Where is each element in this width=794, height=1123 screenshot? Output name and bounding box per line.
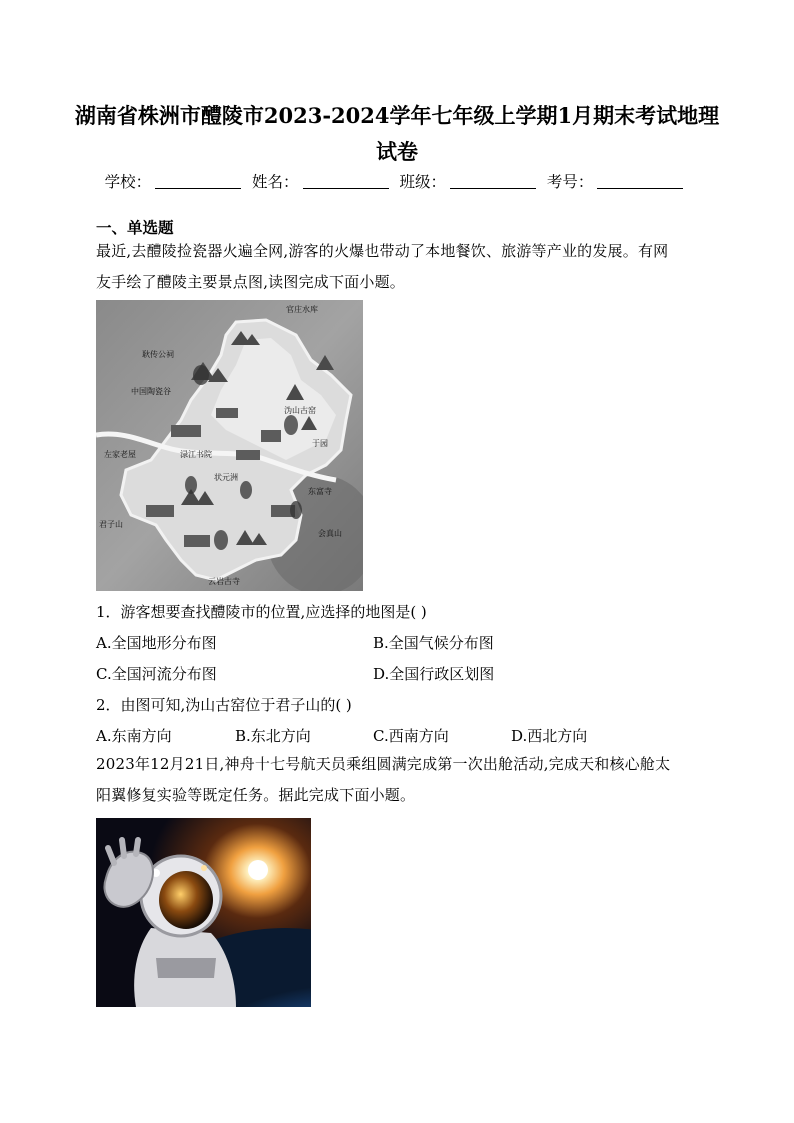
page-title [60,98,734,170]
label-zhuangyuan: 状元洲 [214,473,238,482]
q1-option-c: C.全国河流分布图 [96,665,217,683]
name-label: 姓名： [252,173,299,191]
intro-paragraph-1 [96,236,701,298]
exam-number-label: 考号： [546,173,594,191]
question-1-stem: 1．游客想要查找醴陵市的位置,应选择的地图是( ) [96,603,427,621]
label-dongfu: 东富寺 [308,487,332,496]
intro1-line-1: 最近,去醴陵捡瓷器火遍全网,游客的火爆也带动了本地餐饮、旅游等产业的发展。有网 [96,242,669,260]
label-guanzhuang: 官庄水库 [286,305,318,314]
class-label: 班级： [399,173,446,191]
intro1-line-2: 友手绘了醴陵主要景点图,读图完成下面小题。 [96,273,405,291]
school-label: 学校： [104,173,152,191]
label-weishan: 沩山古窑 [284,406,316,415]
intro-paragraph-2 [96,749,701,811]
label-lujiang: 渌江书院 [180,450,212,459]
liling-scenic-map [96,300,363,591]
label-qumao: 耿传公祠 [142,350,174,359]
name-blank[interactable] [303,188,389,189]
astronaut-space-image [96,818,311,1007]
q1-option-b: B.全国气候分布图 [373,634,494,652]
class-blank[interactable] [450,188,536,189]
q2-option-b: B.东北方向 [235,727,311,745]
section-heading: 一、单选题 [96,219,174,237]
label-taoci: 中国陶瓷谷 [131,387,171,396]
intro2-line-1: 2023年12月21日,神舟十七号航天员乘组圆满完成第一次出舱活动,完成天和核心舱太 [96,755,671,773]
exam-number-blank[interactable] [597,188,683,189]
label-zuojia: 左家老屋 [104,450,136,459]
question-2-stem: 2．由图可知,沩山古窑位于君子山的( ) [96,696,352,714]
school-blank[interactable] [155,188,241,189]
helmet-visor [159,871,213,929]
q1-option-a: A.全国地形分布图 [96,634,217,652]
student-info-row [0,170,794,192]
q2-option-d: D.西北方向 [511,727,588,745]
sun [248,860,268,880]
label-huizhen: 会真山 [318,529,342,538]
title-line-1: 湖南省株洲市醴陵市2023-2024学年七年级上学期1月期末考试地理 [74,103,720,128]
label-junzi: 君子山 [99,520,123,529]
intro2-line-2: 阳翼修复实验等既定任务。据此完成下面小题。 [96,786,416,804]
title-line-2: 试卷 [376,139,418,164]
label-yuyuan: 于园 [312,439,328,448]
label-yunyan: 云岩古寺 [208,577,240,586]
q2-option-a: A.东南方向 [96,727,172,745]
q1-option-d: D.全国行政区划图 [373,665,495,683]
q2-option-c: C.西南方向 [373,727,449,745]
